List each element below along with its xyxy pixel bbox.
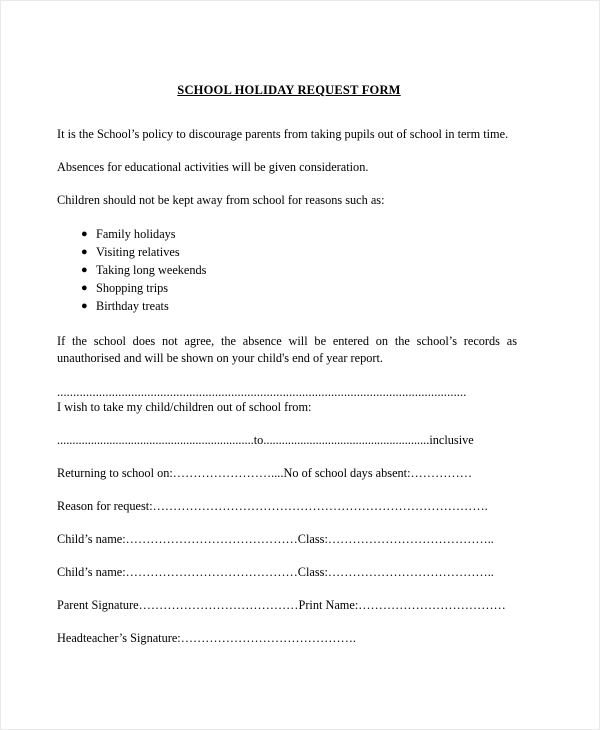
list-item bbox=[57, 243, 517, 261]
spacer-7 bbox=[57, 449, 517, 465]
spacer-9 bbox=[57, 515, 517, 531]
field-dates-range[interactable]: ................................................................to......................................................inclusive bbox=[57, 433, 474, 447]
reasons-list bbox=[57, 225, 517, 315]
spacer-6 bbox=[57, 416, 517, 432]
list-item bbox=[57, 225, 517, 243]
list-item-label: Birthday treats bbox=[96, 299, 169, 313]
field-reason-for-request[interactable]: Reason for request:………………………………………………………………………. bbox=[57, 499, 488, 513]
bullet-icon: ● bbox=[81, 300, 88, 312]
paragraph-reasons-intro: Children should not be kept away from school for reasons such as: bbox=[57, 193, 385, 207]
document-body bbox=[57, 1, 517, 647]
list-item-label: Shopping trips bbox=[96, 281, 169, 295]
paragraph-absences: Absences for educational activities will be given consideration. bbox=[57, 160, 369, 174]
paragraph-policy: It is the School’s policy to discourage parents from taking pupils out of school in term time. bbox=[57, 127, 509, 141]
list-item-label: Visiting relatives bbox=[96, 245, 180, 259]
list-item-label: Family holidays bbox=[96, 227, 176, 241]
bullet-icon: ● bbox=[81, 264, 88, 276]
field-child-name-2[interactable]: Child’s name:……………………………………Class:………………………………….. bbox=[57, 565, 494, 579]
list-item-label: Taking long weekends bbox=[96, 263, 207, 277]
bullet-icon: ● bbox=[81, 282, 88, 294]
spacer-4 bbox=[57, 315, 517, 333]
bullet-icon: ● bbox=[81, 228, 88, 240]
field-headteacher-signature[interactable]: Headteacher’s Signature:……………………………………. bbox=[57, 631, 356, 645]
page-title: SCHOOL HOLIDAY REQUEST FORM bbox=[177, 83, 401, 97]
field-parent-signature[interactable]: Parent Signature…………………………………Print Name:……………………………… bbox=[57, 598, 506, 612]
spacer-12 bbox=[57, 614, 517, 630]
form-intro-text: I wish to take my child/children out of school from: bbox=[57, 400, 312, 414]
list-item bbox=[57, 297, 517, 315]
field-child-name-1[interactable]: Child’s name:……………………………………Class:………………………………….. bbox=[57, 532, 494, 546]
spacer-8 bbox=[57, 482, 517, 498]
spacer-after-title bbox=[57, 98, 517, 126]
spacer-10 bbox=[57, 548, 517, 564]
list-item bbox=[57, 279, 517, 297]
dotted-separator: ............................................................................................................................... bbox=[57, 385, 467, 399]
paragraph-unauthorised: If the school does not agree, the absence will be entered on the school’s records as unauthorised and will be shown on your child's end of year report. bbox=[57, 334, 517, 365]
spacer-2 bbox=[57, 176, 517, 192]
spacer-5 bbox=[57, 367, 517, 385]
spacer-3 bbox=[57, 209, 517, 225]
spacer-11 bbox=[57, 581, 517, 597]
bullet-icon: ● bbox=[81, 246, 88, 258]
list-item bbox=[57, 261, 517, 279]
spacer-1 bbox=[57, 143, 517, 159]
field-returning-to-school[interactable]: Returning to school on:……………………....No of school days absent:…………… bbox=[57, 466, 472, 480]
